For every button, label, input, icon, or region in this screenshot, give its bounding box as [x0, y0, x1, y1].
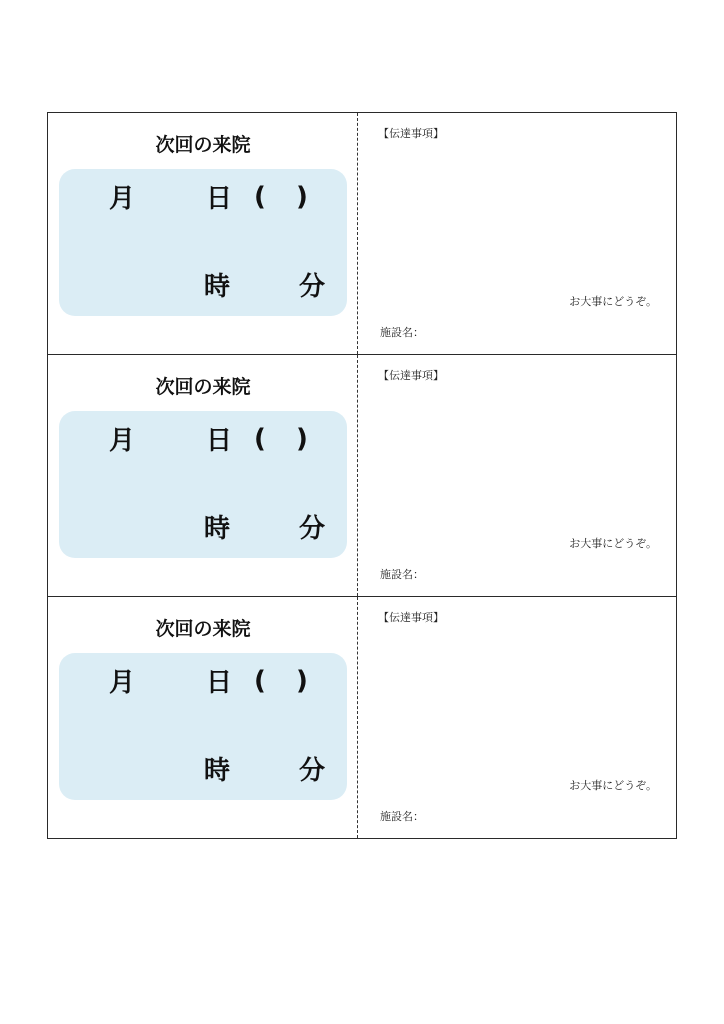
appointment-card: [47, 354, 677, 597]
weekday-paren-close: ): [296, 666, 308, 696]
day-label: 日: [206, 426, 233, 456]
weekday-paren-open: (: [254, 666, 266, 696]
minute-label: 分: [299, 514, 326, 544]
appointment-card-sheet: [47, 112, 677, 838]
hour-label: 時: [204, 272, 231, 302]
facility-name-label: 施設名：: [380, 810, 424, 823]
card-title: 次回の来院: [155, 134, 251, 156]
weekday-paren-close: ): [296, 182, 308, 212]
month-label: 月: [109, 668, 136, 698]
month-label: 月: [109, 426, 136, 456]
weekday-paren-open: (: [254, 182, 266, 212]
hour-label: 時: [204, 514, 231, 544]
closing-message: お大事にどうぞ。: [569, 779, 657, 792]
card-title: 次回の来院: [155, 376, 251, 398]
weekday-paren-close: ): [296, 424, 308, 454]
minute-label: 分: [299, 272, 326, 302]
month-label: 月: [109, 184, 136, 214]
memo-label: 【伝達事項】: [378, 611, 444, 624]
facility-name-label: 施設名：: [380, 326, 424, 339]
closing-message: お大事にどうぞ。: [569, 295, 657, 308]
minute-label: 分: [299, 756, 326, 786]
day-label: 日: [206, 184, 233, 214]
card-title: 次回の来院: [155, 618, 251, 640]
cut-line: [357, 597, 358, 838]
hour-label: 時: [204, 756, 231, 786]
appointment-datetime-box: [59, 653, 347, 800]
appointment-card: [47, 112, 677, 355]
cut-line: [357, 355, 358, 596]
appointment-datetime-box: [59, 169, 347, 316]
weekday-paren-open: (: [254, 424, 266, 454]
appointment-card: [47, 596, 677, 839]
appointment-datetime-box: [59, 411, 347, 558]
closing-message: お大事にどうぞ。: [569, 537, 657, 550]
facility-name-label: 施設名：: [380, 568, 424, 581]
cut-line: [357, 113, 358, 354]
memo-label: 【伝達事項】: [378, 369, 444, 382]
day-label: 日: [206, 668, 233, 698]
memo-label: 【伝達事項】: [378, 127, 444, 140]
